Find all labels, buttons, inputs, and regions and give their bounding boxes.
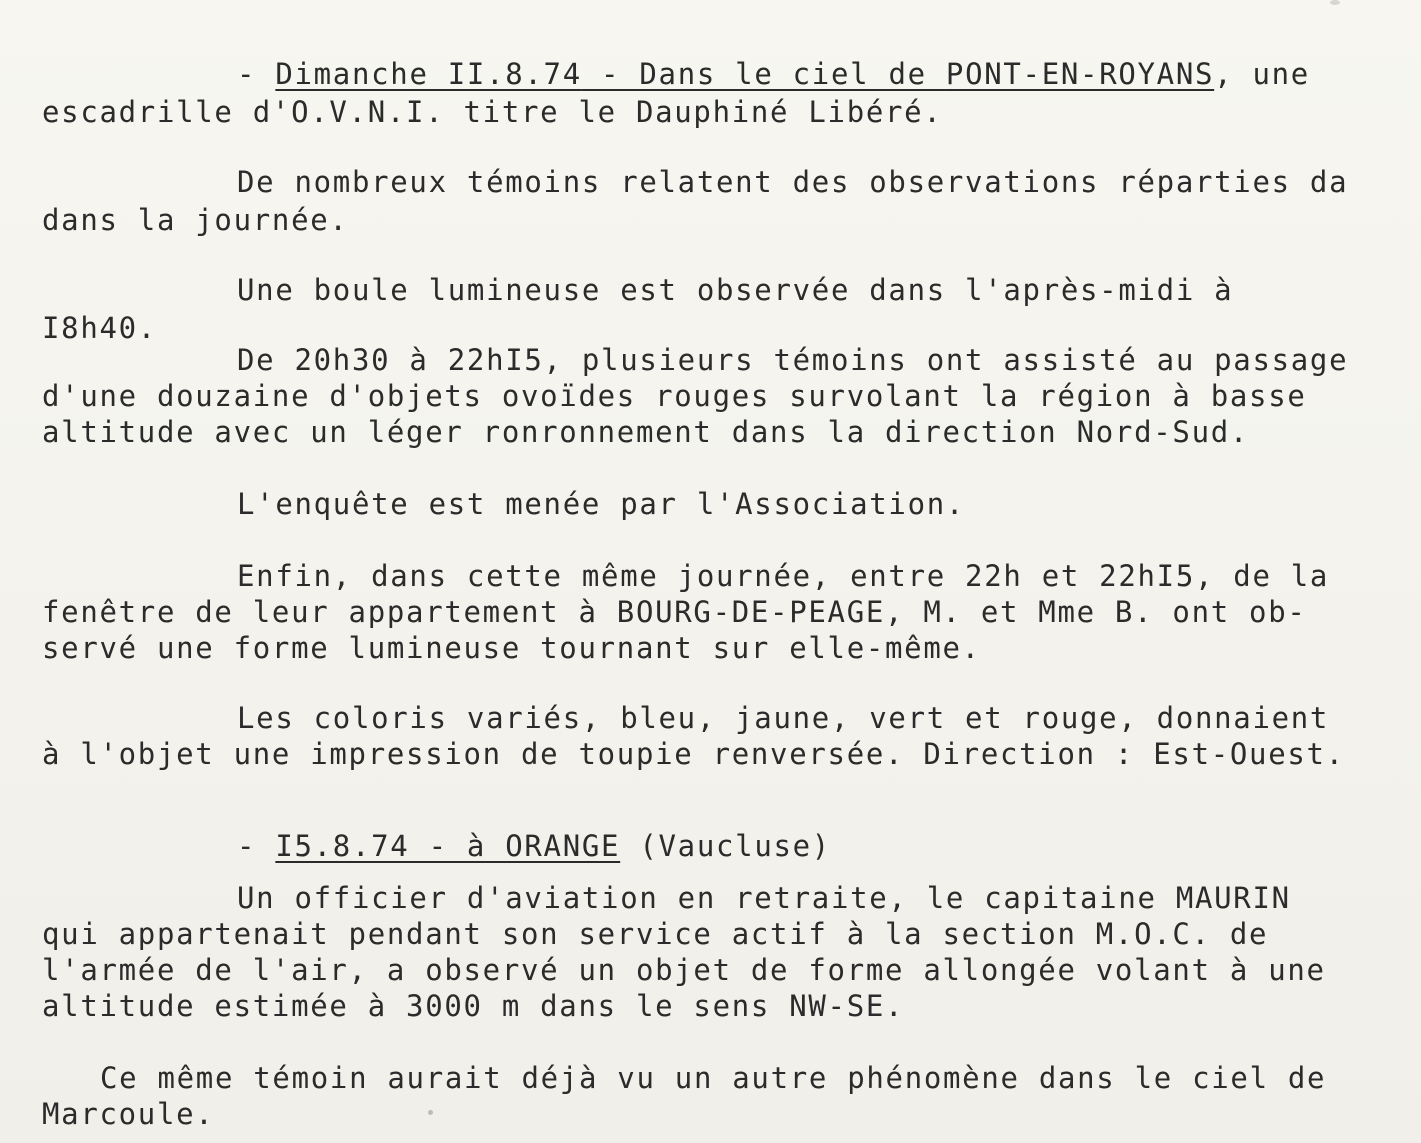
- paragraph-line: I8h40.: [42, 311, 157, 345]
- heading-end: , une: [1214, 57, 1310, 91]
- paragraph-line: Les coloris variés, bleu, jaune, vert et rouge, donnaient: [237, 701, 1330, 735]
- paragraph-line: altitude avec un léger ronronnement dans la direction Nord-Sud.: [42, 415, 1250, 449]
- paragraph-line: De 20h30 à 22hI5, plusieurs témoins ont assisté au passage: [237, 343, 1349, 377]
- paragraph-line: l'armée de l'air, a observé un objet de forme allongée volant à une: [42, 953, 1326, 987]
- heading-region: (Vaucluse): [620, 829, 831, 863]
- paragraph-line: altitude estimée à 3000 m dans le sens NW-SE.: [42, 989, 905, 1023]
- paragraph-line: escadrille d'O.V.N.I. titre le Dauphiné Libéré.: [42, 95, 943, 129]
- heading-place: PONT-EN-ROYANS: [945, 57, 1215, 91]
- section-heading-pont-en-royans: [237, 56, 1310, 92]
- paragraph-line: L'enquête est menée par l'Association.: [237, 487, 966, 521]
- paragraph-line: Une boule lumineuse est observée dans l'après-midi à: [237, 273, 1234, 307]
- scan-speck: [1330, 0, 1340, 5]
- paragraph-line: à l'objet une impression de toupie renversée. Direction : Est-Ouest.: [42, 737, 1345, 771]
- section-heading-orange: [237, 828, 831, 864]
- paragraph-line: Un officier d'aviation en retraite, le capitaine MAURIN: [237, 881, 1291, 915]
- heading-dash: -: [237, 829, 276, 863]
- paragraph-line: fenêtre de leur appartement à BOURG-DE-PEAGE, M. et Mme B. ont ob-: [42, 595, 1307, 629]
- heading-date-place: I5.8.74 - à ORANGE: [275, 829, 621, 863]
- paragraph-line: De nombreux témoins relatent des observations réparties da: [237, 165, 1349, 199]
- paragraph-line: Marcoule.: [42, 1097, 215, 1131]
- paragraph-line: Ce même témoin aurait déjà vu un autre phénomène dans le ciel de: [100, 1061, 1327, 1095]
- paragraph-line: Enfin, dans cette même journée, entre 22h et 22hI5, de la: [237, 559, 1330, 593]
- heading-dash: -: [237, 57, 276, 91]
- paragraph-line: dans la journée.: [42, 203, 349, 237]
- paragraph-line: qui appartenait pendant son service actif à la section M.O.C. de: [42, 917, 1269, 951]
- paragraph-line: d'une douzaine d'objets ovoïdes rouges survolant la région à basse: [42, 379, 1307, 413]
- paragraph-line: servé une forme lumineuse tournant sur elle-même.: [42, 631, 981, 665]
- scan-speck: [428, 1110, 433, 1115]
- heading-date: Dimanche II.8.74: [275, 57, 582, 91]
- heading-mid: - Dans le ciel de: [581, 57, 946, 91]
